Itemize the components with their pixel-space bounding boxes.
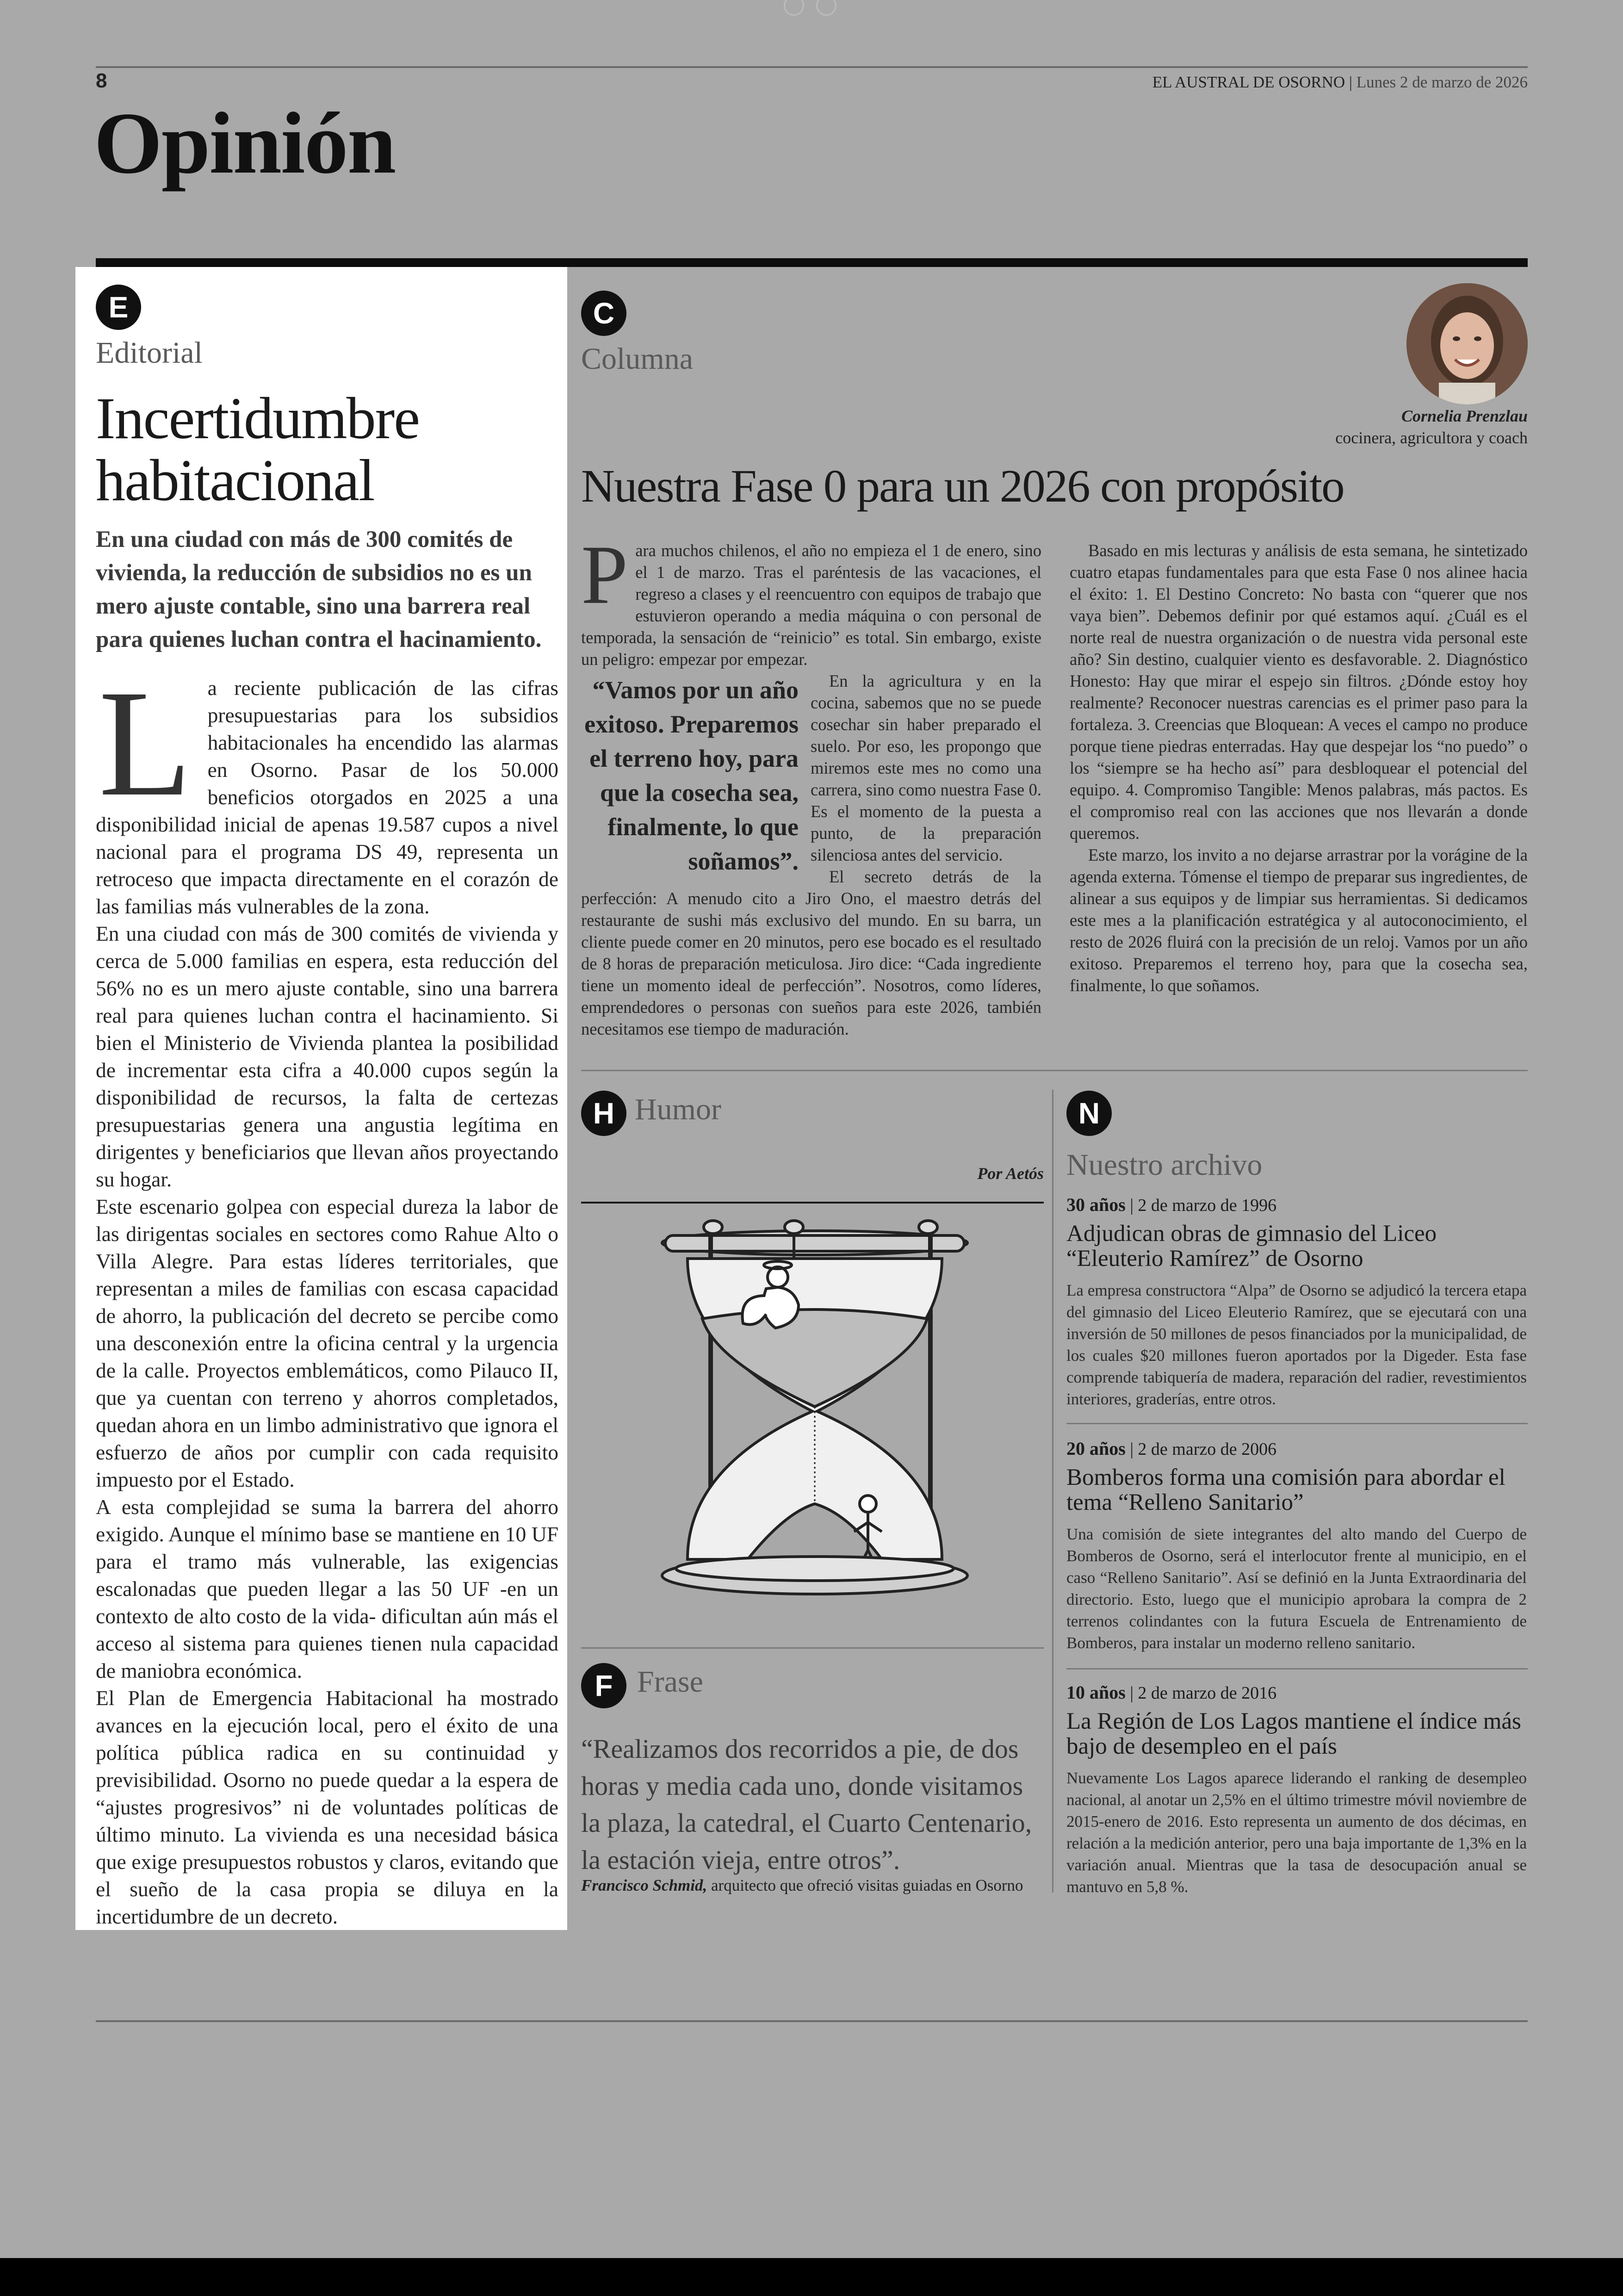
editorial-paragraph-3: Este escenario golpea con especial dureza la labor de las dirigentas sociales en sectores como Rahue Alto o Villa Alegre. Para estas líderes territoriales, que representan a miles de familias con escasa capacidad de ahorro, la publicación del decreto se percibe como una desconexión entre la oficina central y la urgencia de la calle. Proyectos emblemáticos, como Pilauco II, que ya cuentan con terreno y ahorros completados, quedan ahora en un limbo administrativo que ignora el esfuerzo de años por cumplir con cada requisito impuesto por el Estado. [96,1195,558,1491]
archive-badge: N [1066,1091,1112,1136]
author-photo [1406,283,1528,404]
column-paragraph-5: Este marzo, los invito a no dejarse arrastrar por la vorágine de la agenda externa. Tómense el tiempo de preparar sus ingredientes, de alinear a sus equipos y de limpiar sus herramientas. Si dedicamos este mes a la planificación estratégica y al autoconocimiento, el resto de 2026 fluirá con la precisión de un reloj. Vamos por un año exitoso. Preparemos el terreno hoy, para que la cosecha sea, finalmente, lo que soñamos. [1070,845,1528,995]
editorial-title: Incertidumbre habitacional [96,385,419,513]
archive-rule [1066,1423,1528,1424]
archive-text: Nuevamente Los Lagos aparece liderando el ranking de desempleo nacional, al anotar un 2,5% en el último trimestre móvil noviembre de 2015-enero de 2016. Esto representa un aumento de dos décimas, en relación a la medición anterior, pero una baja importante de 1,3% en la variación anual. Mientras que la tasa de desocupación anual se mantuvo en 5,8 %. [1066,1769,1527,1896]
frase-badge: F [581,1663,626,1708]
humor-label: Humor [635,1092,721,1126]
newspaper-name: EL AUSTRAL DE OSORNO [1152,73,1345,91]
humor-top-rule [581,1202,1044,1204]
column-paragraph-3: El secreto detrás de la perfección: A menudo cito a Jiro Ono, el maestro detrás del restaurante de sushi más exclusivo del mundo. En su barra, un cliente puede comer en 20 minutos, pero ese bocado es el resultado de 8 horas de preparación meticulosa. Jiro dice: “Cada ingrediente tiene un momento ideal de perfección”. Nosotros, como líderes, emprendedores o personas con sueños para este 2026, también necesitamos ese tiempo de maduración. [581,867,1041,1038]
archive-years: 10 años [1066,1682,1126,1703]
archive-date: 2 de marzo de 2016 [1138,1683,1277,1703]
archive-item-header: 30 años | 2 de marzo de 1996 [1066,1194,1277,1215]
column-paragraph-1: Para muchos chilenos, el año no empieza el 1 de enero, sino el 1 de marzo. Tras el paréntesis de las vacaciones, el regreso a clases y el reencuentro con equipos de trabajo que estuvieron operando a media máquina o con personal de temporada, la sensación de “reinicio” es total. Sin embargo, existe un peligro: empezar por empezar. [581,528,1041,669]
archive-title: Adjudican obras de gimnasio del Liceo “Eleuterio Ramírez” de Osorno [1066,1221,1437,1272]
frase-author-role: arquitecto que ofreció visitas guiadas en Osorno [711,1876,1023,1894]
column-body-right [1070,540,1528,996]
separator: | [1349,73,1352,91]
column-body-left [581,528,1041,1040]
pull-quote-text: “Vamos por un año exitoso. Preparemos el terreno hoy, para que la cosecha sea, finalmente, lo que soñamos”. [584,676,799,875]
archive-date: 2 de marzo de 2006 [1138,1440,1277,1459]
page-nav [782,0,842,14]
column-drop-cap: P [581,528,628,621]
next-page-icon[interactable] [816,0,836,16]
frase-label: Frase [637,1665,703,1699]
humor-badge: H [581,1091,626,1136]
column-paragraph-4: Basado en mis lecturas y análisis de esta semana, he sintetizado cuatro etapas fundamentales para que esta Fase 0 nos alinee hacia el éxito: 1. El Destino Concreto: No basta con “querer que nos vaya bien”. Debemos definir por qué estamos aquí. ¿Cuál es el norte real de nuestra organización o de nuestra vida personal este año? Sin destino, cualquier viento es desfavorable. 2. Diagnóstico Honesto: Hay que mirar el espejo sin filtros. ¿Dónde estoy hoy realmente? Reconocer nuestras carencias es el primer paso para la fortaleza. 3. Creencias que Bloquean: A veces el campo no produce porque tiene piedras enterradas. Hay que despejar los “no puedo” o los “siempre se ha hecho así” para desbloquear el potencial del equipo. 4. Compromiso Tangible: Menos palabras, más pactos. Es el compromiso real con las acciones que nos llevarán a donde queremos. [1070,541,1528,843]
archive-rule [1066,1668,1528,1669]
hourglass-cartoon [581,1208,1044,1606]
editorial-panel [75,267,567,1930]
editorial-badge: E [96,285,141,330]
humor-cartoon [581,1208,1044,1606]
viewer-bottom-bar [0,2258,1623,2296]
author-role: cocinera, agricultora y coach [1335,428,1528,447]
archive-years: 20 años [1066,1438,1126,1459]
humor-credit: Por Aetós [977,1164,1044,1183]
archive-item [1066,1194,1527,1410]
editorial-paragraph-1: La reciente publicación de las cifras presupuestarias para los subsidios habitacionales ha encendido las alarmas en Osorno. Pasar de los 50.000 beneficios otorgados en 2025 a una disponibilidad inicial de apenas 19.587 cupos a nivel nacional para el programa DS 49, representa un retroceso que impacta directamente en el corazón de las familias más vulnerables de la zona. [96,659,558,918]
page-number: 8 [96,69,107,92]
editorial-lead: En una ciudad con más de 300 comités de vivienda, la reducción de subsidios no es un mero ajuste contable, sino una barrera real para quienes luchan contra el hacinamiento. [96,527,542,652]
column-label: Columna [581,342,693,376]
column-bottom-rule [581,1070,1528,1071]
issue-date: Lunes 2 de marzo de 2026 [1356,73,1528,91]
editorial-paragraph-2: En una ciudad con más de 300 comités de vivienda y cerca de 5.000 familias en espera, esta reducción del 56% no es un mero ajuste contable, sino una barrera real para quienes luchan contra el hacinamiento. Si bien el Ministerio de Vivienda plantea la posibilidad de incrementar esta cifra a 40.000 cupos según la disponibilidad de recursos, la falta de certezas presupuestarias genera una angustia legítima en dirigentes y beneficiarios que llevan años proyectando su hogar. [96,922,558,1191]
archive-item [1066,1682,1527,1898]
pull-quote [581,673,799,878]
header-rule [96,66,1528,68]
frase-attribution [581,1876,1023,1895]
archive-item-header: 10 años | 2 de marzo de 2016 [1066,1682,1277,1703]
prev-page-icon[interactable] [784,0,804,16]
author-name: Cornelia Prenzlau [1401,407,1528,425]
archive-years: 30 años [1066,1194,1126,1215]
archive-label: Nuestro archivo [1066,1148,1263,1182]
masthead-info [1152,73,1528,92]
section-thick-rule [96,258,1528,267]
column-paragraph-2: En la agricultura y en la cocina, sabemos que no se puede cosechar sin haber preparado el suelo. Por eso, les propongo que miremos este mes no como una carrera, sino como nuestra Fase 0. Es el momento de la puesta a punto, de la preparación silenciosa antes del servicio. [811,671,1041,864]
archive-item-header: 20 años | 2 de marzo de 2006 [1066,1438,1277,1459]
editorial-drop-cap: L [99,659,192,828]
humor-bottom-rule [581,1647,1044,1649]
column-badge: C [581,291,626,336]
column-title: Nuestra Fase 0 para un 2026 con propósito [581,460,1344,512]
editorial-body [96,659,558,1930]
frase-author: Francisco Schmid, [581,1876,707,1894]
archive-divider [1052,1090,1053,1893]
author-portrait [1406,283,1528,404]
editorial-label: Editorial [96,336,203,370]
archive-title: La Región de Los Lagos mantiene el índice más bajo de desempleo en el país [1066,1708,1521,1759]
archive-text: La empresa constructora “Alpa” de Osorno se adjudicó la tercera etapa del gimnasio del Liceo Eleuterio Ramírez, que se ejecutará con una inversión de 50 millones de pesos financiados por la municipalidad, de los cuales $20 millones fueron aportados por la Digeder. Esta fase comprende tabiquería de madera, reparación del radier, revestimientos interiores, graderías, entre otros. [1066,1281,1527,1408]
editorial-paragraph-5: El Plan de Emergencia Habitacional ha mostrado avances en la ejecución local, pero el éxito de una política pública radica en su continuidad y previsibilidad. Osorno no puede quedar a la espera de “ajustes progresivos” ni de voluntades políticas de último minuto. La vivienda es una necesidad básica que exige presupuestos robustos y claros, evitando que el sueño de la casa propia se diluya en la incertidumbre de un decreto. [96,1686,558,1928]
page-bottom-rule [96,2020,1528,2022]
archive-item [1066,1438,1527,1654]
archive-title: Bomberos forma una comisión para abordar el tema “Relleno Sanitario” [1066,1464,1505,1515]
section-title: Opinión [94,95,396,192]
archive-text: Una comisión de siete integrantes del alto mando del Cuerpo de Bomberos de Osorno, será el interlocutor frente al municipio, en el caso “Relleno Sanitario”. Así se definió en la Junta Extraordinaria del directorio. Esto, luego que el municipio aprobara la compra de 2 terrenos colindantes con la futura Escuela de Entrenamiento de Bomberos, para instalar un moderno relleno sanitario. [1066,1525,1527,1652]
editorial-paragraph-4: A esta complejidad se suma la barrera del ahorro exigido. Aunque el mínimo base se mantiene en 10 UF para el tramo más vulnerable, las exigencias escalonadas que pueden llegar a las 50 UF -en un contexto de alto costo de la vida- dificultan aún más el acceso al sistema para quienes tienen nula capacidad de maniobra económica. [96,1495,558,1682]
frase-quote: “Realizamos dos recorridos a pie, de dos horas y media cada uno, donde visitamos la plaza, la catedral, el Cuarto Centenario, la estación vieja, entre otros”. [581,1734,1032,1875]
archive-date: 2 de marzo de 1996 [1138,1196,1277,1215]
